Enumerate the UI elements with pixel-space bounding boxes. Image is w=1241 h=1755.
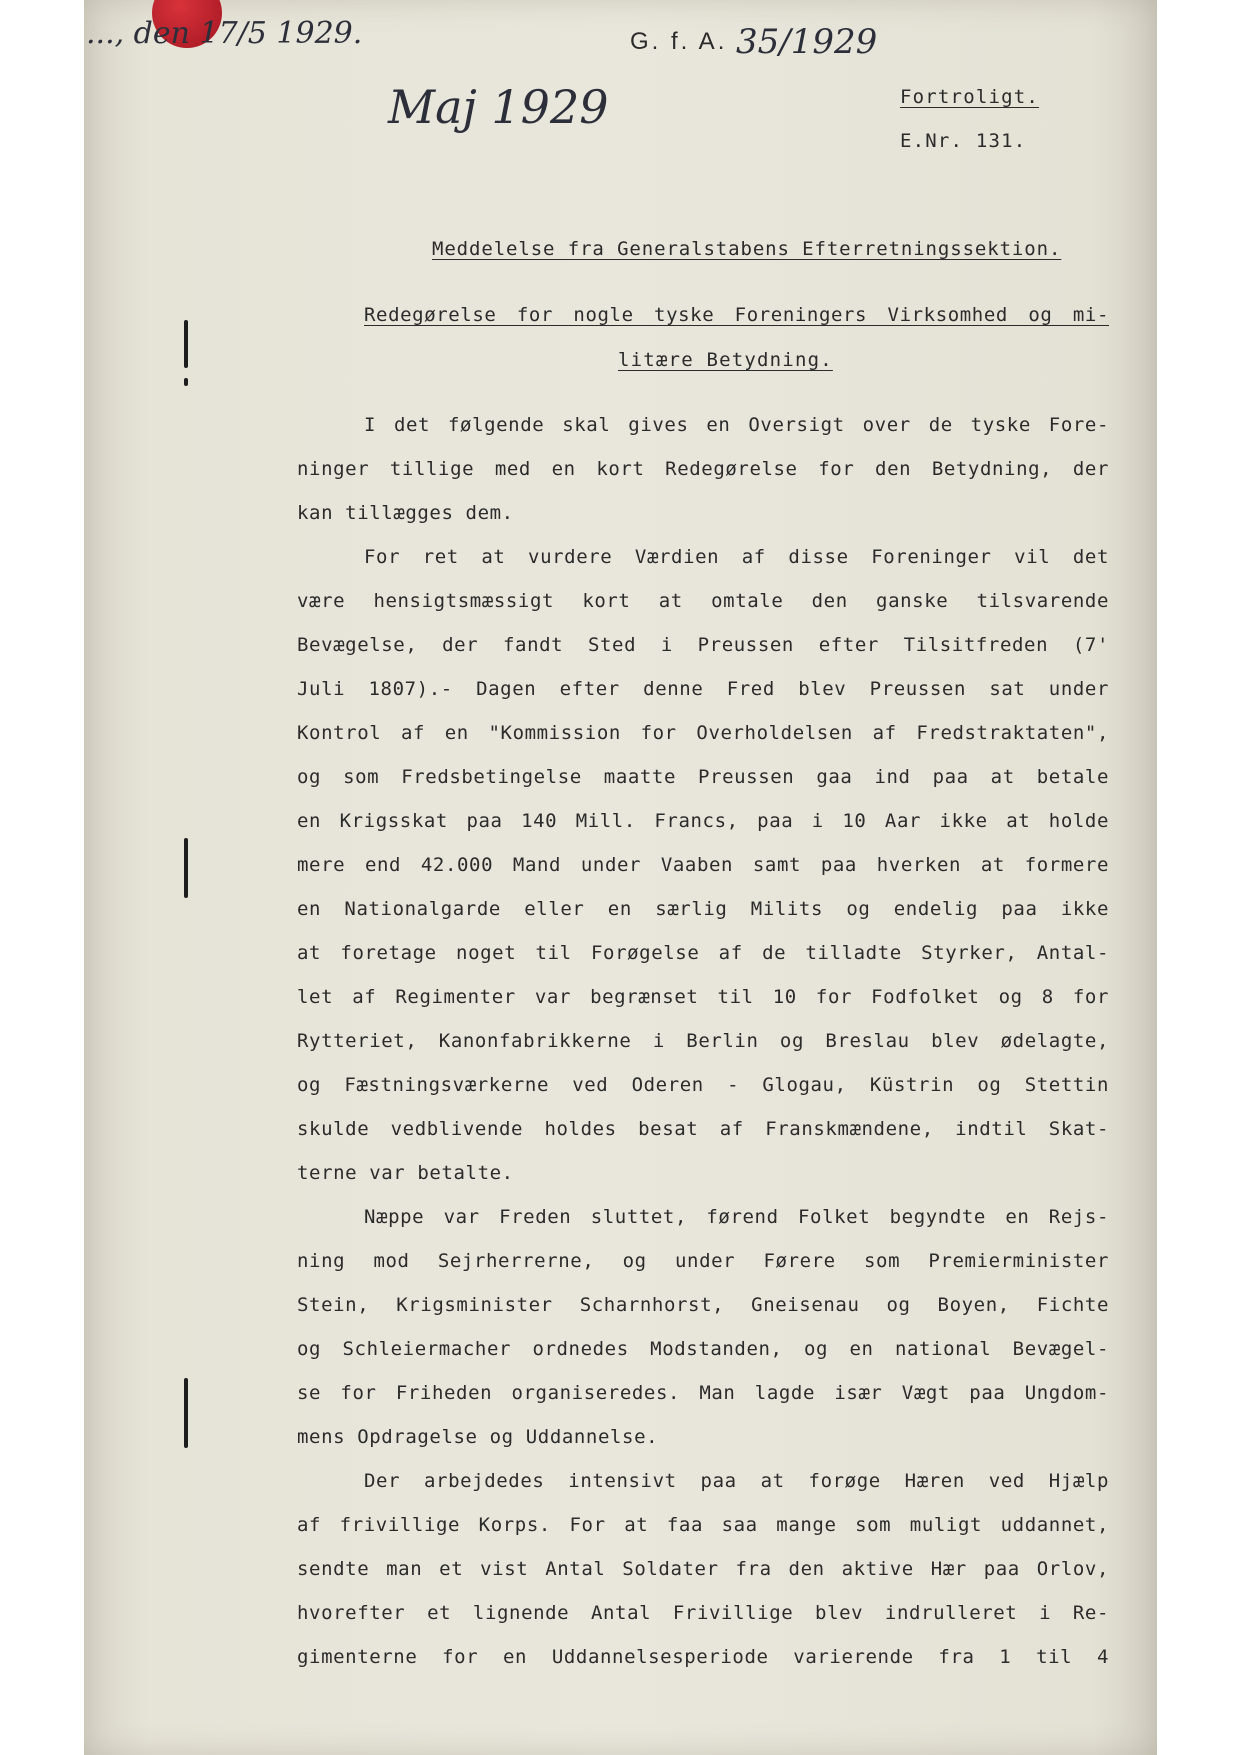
text-line: se for Friheden organiseredes. Man lagde især Vægt paa Ungdom- — [297, 1382, 1109, 1404]
binder-hole-mark — [184, 320, 188, 368]
text-line: Stein, Krigsminister Scharnhorst, Gneisenau og Boyen, Fichte — [297, 1294, 1109, 1316]
text-line: Kontrol af en "Kommission for Overholdelsen af Fredstraktaten", — [297, 722, 1109, 744]
binder-hole-mark — [184, 378, 188, 386]
text-line: gimenterne for en Uddannelsesperiode varierende fra 1 til 4 — [297, 1646, 1109, 1668]
document-page — [84, 0, 1157, 1755]
text-line: ninger tillige med en kort Redegørelse for den Betydning, der — [297, 458, 1109, 480]
entry-number: E.Nr. 131. — [900, 130, 1027, 152]
text-line: hvorefter et lignende Antal Frivillige blev indrulleret i Re- — [297, 1602, 1109, 1624]
text-line: og som Fredsbetingelse maatte Preussen gaa ind paa at betale — [297, 766, 1109, 788]
text-line: I det følgende skal gives en Oversigt over de tyske Fore- — [364, 414, 1109, 436]
place-date-handwritten: ..., den 17/5 1929. — [86, 16, 363, 51]
document-title: Meddelelse fra Generalstabens Efterretningssektion. — [432, 238, 1062, 260]
file-reference-handwritten: 35/1929 — [736, 22, 878, 62]
binder-hole-mark — [184, 1378, 188, 1448]
text-line: en Krigsskat paa 140 Mill. Francs, paa i 10 Aar ikke at holde — [297, 810, 1109, 832]
text-line: og Schleiermacher ordnedes Modstanden, og en national Bevægel- — [297, 1338, 1109, 1360]
text-line: og Fæstningsværkerne ved Oderen - Glogau, Küstrin og Stettin — [297, 1074, 1109, 1096]
text-line: kan tillægges dem. — [297, 502, 514, 524]
text-line: Rytteriet, Kanonfabrikkerne i Berlin og Breslau blev ødelagte, — [297, 1030, 1109, 1052]
text-line: være hensigtsmæssigt kort at omtale den ganske tilsvarende — [297, 590, 1109, 612]
text-line: For ret at vurdere Værdien af disse Foreninger vil det — [364, 546, 1109, 568]
text-line: af frivillige Korps. For at faa saa mange som muligt uddannet, — [297, 1514, 1109, 1536]
text-line: terne var betalte. — [297, 1162, 514, 1184]
text-line: Juli 1807).- Dagen efter denne Fred blev Preussen sat under — [297, 678, 1109, 700]
text-line: en Nationalgarde eller en særlig Milits og endelig paa ikke — [297, 898, 1109, 920]
text-line: let af Regimenter var begrænset til 10 for Fodfolket og 8 for — [297, 986, 1109, 1008]
subtitle-line: litære Betydning. — [618, 349, 833, 371]
text-line: mere end 42.000 Mand under Vaaben samt paa hverken at formere — [297, 854, 1109, 876]
text-line: mens Opdragelse og Uddannelse. — [297, 1426, 659, 1448]
text-line: Bevægelse, der fandt Sted i Preussen efter Tilsitfreden (7' — [297, 634, 1109, 656]
text-line: skulde vedblivende holdes besat af Franskmændene, indtil Skat- — [297, 1118, 1109, 1140]
classification-label: Fortroligt. — [900, 86, 1040, 108]
text-line: Der arbejdedes intensivt paa at forøge Hæren ved Hjælp — [364, 1470, 1109, 1492]
text-line: ning mod Sejrherrerne, og under Førere som Premierminister — [297, 1250, 1109, 1272]
subtitle-line: Redegørelse for nogle tyske Foreningers Virksomhed og mi- — [364, 304, 1109, 326]
office-mark: G. f. A. — [630, 28, 728, 55]
month-handwritten: Maj 1929 — [388, 80, 609, 134]
text-line: at foretage noget til Forøgelse af de tilladte Styrker, Antal- — [297, 942, 1109, 964]
binder-hole-mark — [184, 838, 188, 898]
text-line: sendte man et vist Antal Soldater fra den aktive Hær paa Orlov, — [297, 1558, 1109, 1580]
text-line: Næppe var Freden sluttet, førend Folket begyndte en Rejs- — [364, 1206, 1109, 1228]
